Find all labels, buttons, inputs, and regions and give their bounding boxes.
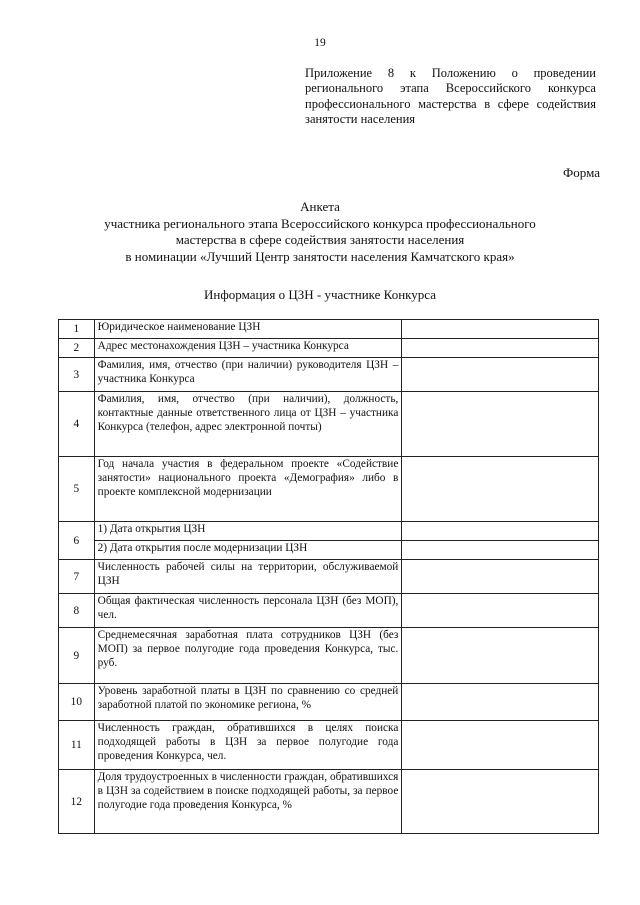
row-label: Фамилия, имя, отчество (при наличии) руководителя ЦЗН – участника Конкурса <box>94 358 402 392</box>
info-table <box>58 319 599 834</box>
row-value-cell[interactable] <box>402 770 599 834</box>
table-row <box>59 684 599 721</box>
row-value-cell[interactable] <box>402 684 599 721</box>
table-row <box>59 541 599 560</box>
row-label: Год начала участия в федеральном проекте «Содействие занятости» национального проекта «Демография» либо в проекте комплексной модернизации <box>94 457 402 522</box>
row-value-cell[interactable] <box>402 339 599 358</box>
row-number: 2 <box>59 339 95 358</box>
table-row <box>59 358 599 392</box>
row-value-cell[interactable] <box>402 392 599 457</box>
row-number: 3 <box>59 358 95 392</box>
title-line: в номинации «Лучший Центр занятости населения Камчатского края» <box>125 248 515 264</box>
table-row <box>59 770 599 834</box>
table-row <box>59 457 599 522</box>
row-label: 1) Дата открытия ЦЗН <box>94 522 402 541</box>
title-line: мастерства в сфере содействия занятости населения <box>175 232 465 247</box>
row-label: Численность рабочей силы на территории, обслуживаемой ЦЗН <box>94 560 402 594</box>
table-row <box>59 594 599 628</box>
row-number: 11 <box>59 721 95 770</box>
appendix-note: Приложение 8 к Положению о проведении регионального этапа Всероссийского конкурса профессионального мастерства в сфере содействия занятости населения <box>305 66 596 127</box>
row-number: 1 <box>59 320 95 339</box>
row-value-cell[interactable] <box>402 522 599 541</box>
table-row <box>59 721 599 770</box>
table-row <box>59 320 599 339</box>
page-number: 19 <box>314 37 326 49</box>
table-row <box>59 560 599 594</box>
row-label: Юридическое наименование ЦЗН <box>94 320 402 339</box>
row-number: 12 <box>59 770 95 834</box>
table-row <box>59 392 599 457</box>
row-number: 6 <box>59 522 95 560</box>
row-number: 10 <box>59 684 95 721</box>
row-label: Среднемесячная заработная плата сотрудников ЦЗН (без МОП) за первое полугодие года проведения Конкурса, тыс. руб. <box>94 628 402 684</box>
row-label: 2) Дата открытия после модернизации ЦЗН <box>94 541 402 560</box>
table-row <box>59 522 599 541</box>
row-value-cell[interactable] <box>402 560 599 594</box>
row-label: Уровень заработной платы в ЦЗН по сравнению со средней заработной платой по экономике региона, % <box>94 684 402 721</box>
row-label: Общая фактическая численность персонала ЦЗН (без МОП), чел. <box>94 594 402 628</box>
row-number: 7 <box>59 560 95 594</box>
table-row <box>59 339 599 358</box>
row-value-cell[interactable] <box>402 628 599 684</box>
row-number: 9 <box>59 628 95 684</box>
row-label: Доля трудоустроенных в численности граждан, обратившихся в ЦЗН за содействием в поиске подходящей работы, за первое полугодие года проведения Конкурса, % <box>94 770 402 834</box>
row-label: Фамилия, имя, отчество (при наличии), должность, контактные данные ответственного лица от ЦЗН – участника Конкурса (телефон, адрес электронной почты) <box>94 392 402 457</box>
table-row <box>59 628 599 684</box>
row-value-cell[interactable] <box>402 541 599 560</box>
row-label: Адрес местонахождения ЦЗН – участника Конкурса <box>94 339 402 358</box>
title-line: участника регионального этапа Всероссийского конкурса профессионального <box>104 215 536 231</box>
row-number: 8 <box>59 594 95 628</box>
row-label: Численность граждан, обратившихся в целях поиска подходящей работы в ЦЗН за первое полугодие года проведения Конкурса, чел. <box>94 721 402 770</box>
row-value-cell[interactable] <box>402 320 599 339</box>
row-number: 5 <box>59 457 95 522</box>
title-line: Анкета <box>300 199 340 214</box>
section-title: Информация о ЦЗН - участнике Конкурса <box>204 287 436 302</box>
row-value-cell[interactable] <box>402 594 599 628</box>
row-number: 4 <box>59 392 95 457</box>
form-label: Форма <box>563 165 600 180</box>
row-value-cell[interactable] <box>402 457 599 522</box>
row-value-cell[interactable] <box>402 721 599 770</box>
questionnaire-title <box>40 199 600 265</box>
row-value-cell[interactable] <box>402 358 599 392</box>
